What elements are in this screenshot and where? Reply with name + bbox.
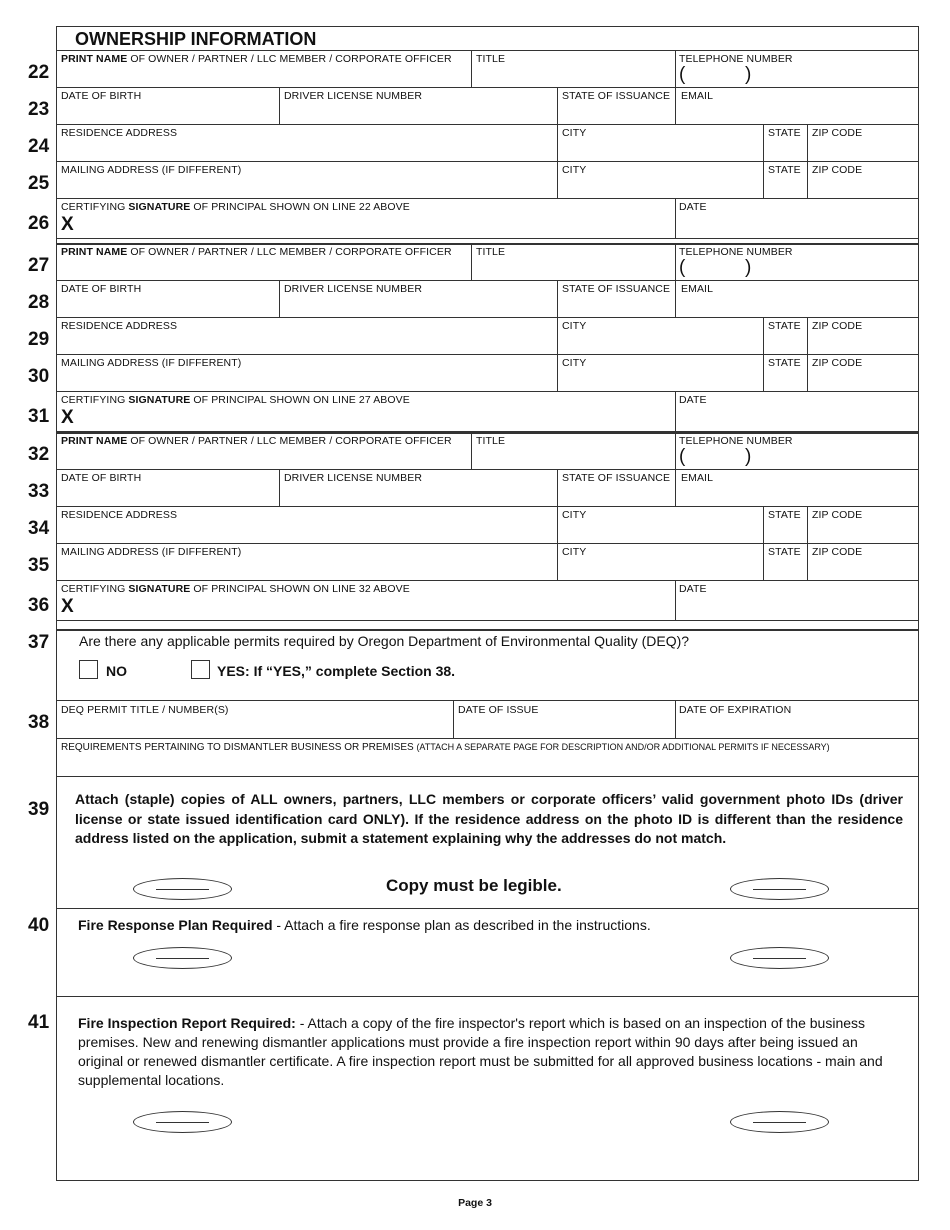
- line-number-24: 24: [28, 136, 50, 157]
- divider: [763, 124, 764, 161]
- email-label: EMAIL: [681, 472, 714, 484]
- certifying-signature-label: CERTIFYING SIGNATURE OF PRINCIPAL SHOWN ON LINE 32 ABOVE: [61, 583, 410, 595]
- divider: [807, 317, 808, 354]
- divider: [56, 776, 919, 777]
- telephone-label: TELEPHONE NUMBER: [679, 246, 793, 258]
- title-label: TITLE: [476, 246, 506, 258]
- divider: [763, 506, 764, 543]
- divider: [279, 87, 280, 124]
- line-number-32: 32: [28, 444, 50, 465]
- divider: [763, 543, 764, 580]
- yes-label: YES: If “YES,” complete Section 38.: [217, 663, 456, 679]
- divider: [471, 243, 472, 280]
- date-of-birth-label: DATE OF BIRTH: [61, 472, 142, 484]
- phone-open-paren: (: [679, 446, 686, 467]
- line-number-25: 25: [28, 173, 50, 194]
- divider: [557, 161, 558, 198]
- divider: [675, 50, 676, 87]
- print-name-label: PRINT NAME OF OWNER / PARTNER / LLC MEMBER / CORPORATE OFFICER: [61, 53, 452, 65]
- divider: [807, 161, 808, 198]
- divider: [453, 700, 454, 738]
- mailing-address-label: MAILING ADDRESS (IF DIFFERENT): [61, 546, 242, 558]
- line-number-34: 34: [28, 518, 50, 539]
- divider: [56, 469, 919, 470]
- no-checkbox[interactable]: [79, 660, 98, 679]
- no-label: NO: [106, 663, 127, 679]
- line-number-35: 35: [28, 555, 50, 576]
- phone-close-paren: ): [745, 446, 752, 467]
- state-of-issuance-label: STATE OF ISSUANCE: [562, 90, 671, 102]
- divider: [675, 198, 676, 238]
- divider: [279, 280, 280, 317]
- telephone-label: TELEPHONE NUMBER: [679, 53, 793, 65]
- driver-license-label: DRIVER LICENSE NUMBER: [284, 283, 423, 295]
- zip-code-label: ZIP CODE: [812, 546, 863, 558]
- phone-open-paren: (: [679, 64, 686, 85]
- divider: [279, 469, 280, 506]
- city-label: CITY: [562, 357, 587, 369]
- divider: [675, 243, 676, 280]
- divider: [557, 506, 558, 543]
- divider: [675, 469, 676, 506]
- line-number-38: 38: [28, 712, 50, 733]
- divider: [675, 87, 676, 124]
- phone-close-paren: ): [745, 64, 752, 85]
- requirements-label: REQUIREMENTS PERTAINING TO DISMANTLER BUSINESS OR PREMISES (ATTACH A SEPARATE PAGE FOR DESCRIPTION AND/OR ADDITIONAL PERMITS IF NECESSARY): [61, 742, 830, 753]
- line-number-33: 33: [28, 481, 50, 502]
- line-number-22: 22: [28, 62, 50, 83]
- zip-code-label: ZIP CODE: [812, 320, 863, 332]
- state-of-issuance-label: STATE OF ISSUANCE: [562, 472, 671, 484]
- divider: [56, 124, 919, 125]
- print-name-label: PRINT NAME OF OWNER / PARTNER / LLC MEMBER / CORPORATE OFFICER: [61, 246, 452, 258]
- signature-x-mark: X: [61, 407, 74, 428]
- photo-id-instructions: Attach (staple) copies of ALL owners, partners, LLC members or corporate officers’ valid government photo IDs (driver license or state issued identification card ONLY). If the residence address on the photo ID is different than the residence address listed on the application, submit a statement explaining why the addresses do not match.: [75, 791, 903, 846]
- form-frame: [56, 26, 919, 1181]
- staple-mark-icon: [730, 947, 829, 969]
- line-number-37: 37: [28, 632, 50, 653]
- city-label: CITY: [562, 127, 587, 139]
- mailing-address-label: MAILING ADDRESS (IF DIFFERENT): [61, 357, 242, 369]
- yes-checkbox[interactable]: [191, 660, 210, 679]
- staple-mark-icon: [133, 1111, 232, 1133]
- divider: [56, 506, 919, 507]
- state-label: STATE: [768, 164, 801, 176]
- date-of-birth-label: DATE OF BIRTH: [61, 283, 142, 295]
- line-number-27: 27: [28, 255, 50, 276]
- date-of-expiration-label: DATE OF EXPIRATION: [679, 704, 792, 716]
- state-of-issuance-label: STATE OF ISSUANCE: [562, 283, 671, 295]
- divider: [56, 620, 919, 621]
- divider: [763, 161, 764, 198]
- line-number-29: 29: [28, 329, 50, 350]
- signature-x-mark: X: [61, 214, 74, 235]
- fire-inspection-report-text: Fire Inspection Report Required: - Attach a copy of the fire inspector's report which is based on an inspection of the business premises. New and renewing dismantler applications must provide a fire inspection report within 90 days after being issued an original or renewed dismantler certificate. A fire inspection report must be submitted for all approved business locations - main and supplemental locations.: [78, 1015, 883, 1088]
- divider: [471, 50, 472, 87]
- staple-mark-icon: [133, 878, 232, 900]
- line-number-23: 23: [28, 99, 50, 120]
- divider: [557, 124, 558, 161]
- email-label: EMAIL: [681, 90, 714, 102]
- phone-open-paren: (: [679, 257, 686, 278]
- line-number-39: 39: [28, 799, 50, 820]
- staple-mark-icon: [730, 1111, 829, 1133]
- residence-address-label: RESIDENCE ADDRESS: [61, 509, 178, 521]
- divider: [56, 198, 919, 199]
- divider: [807, 354, 808, 391]
- state-label: STATE: [768, 509, 801, 521]
- city-label: CITY: [562, 164, 587, 176]
- divider: [471, 432, 472, 469]
- state-label: STATE: [768, 127, 801, 139]
- certifying-signature-label: CERTIFYING SIGNATURE OF PRINCIPAL SHOWN ON LINE 22 ABOVE: [61, 201, 410, 213]
- divider: [56, 580, 919, 581]
- line-number-41: 41: [28, 1012, 50, 1033]
- divider: [56, 629, 919, 631]
- deq-question: Are there any applicable permits required by Oregon Department of Environmental Quality (DEQ)?: [79, 633, 690, 649]
- date-label: DATE: [679, 201, 707, 213]
- zip-code-label: ZIP CODE: [812, 164, 863, 176]
- divider: [557, 354, 558, 391]
- divider: [763, 317, 764, 354]
- print-name-label: PRINT NAME OF OWNER / PARTNER / LLC MEMBER / CORPORATE OFFICER: [61, 435, 452, 447]
- zip-code-label: ZIP CODE: [812, 127, 863, 139]
- date-of-birth-label: DATE OF BIRTH: [61, 90, 142, 102]
- divider: [56, 50, 919, 51]
- divider: [56, 280, 919, 281]
- mailing-address-label: MAILING ADDRESS (IF DIFFERENT): [61, 164, 242, 176]
- divider: [56, 543, 919, 544]
- divider: [56, 317, 919, 318]
- city-label: CITY: [562, 509, 587, 521]
- line-number-40: 40: [28, 915, 50, 936]
- zip-code-label: ZIP CODE: [812, 509, 863, 521]
- section-title: OWNERSHIP INFORMATION: [75, 29, 317, 49]
- residence-address-label: RESIDENCE ADDRESS: [61, 127, 178, 139]
- divider: [807, 543, 808, 580]
- line-number-31: 31: [28, 406, 50, 427]
- date-label: DATE: [679, 394, 707, 406]
- divider: [557, 280, 558, 317]
- title-label: TITLE: [476, 53, 506, 65]
- divider: [675, 700, 676, 738]
- divider: [557, 317, 558, 354]
- divider: [56, 238, 919, 239]
- state-label: STATE: [768, 357, 801, 369]
- divider: [675, 432, 676, 469]
- deq-permit-title-label: DEQ PERMIT TITLE / NUMBER(S): [61, 704, 229, 716]
- page-number: Page 3: [458, 1197, 492, 1209]
- fire-response-plan-text: Fire Response Plan Required - Attach a fire response plan as described in the instructions.: [78, 917, 651, 933]
- divider: [675, 391, 676, 431]
- legibility-note: Copy must be legible.: [386, 876, 562, 895]
- staple-mark-icon: [730, 878, 829, 900]
- certifying-signature-label: CERTIFYING SIGNATURE OF PRINCIPAL SHOWN ON LINE 27 ABOVE: [61, 394, 410, 406]
- telephone-label: TELEPHONE NUMBER: [679, 435, 793, 447]
- phone-close-paren: ): [745, 257, 752, 278]
- city-label: CITY: [562, 320, 587, 332]
- divider: [56, 996, 919, 997]
- date-label: DATE: [679, 583, 707, 595]
- date-of-issue-label: DATE OF ISSUE: [458, 704, 539, 716]
- driver-license-label: DRIVER LICENSE NUMBER: [284, 472, 423, 484]
- divider: [56, 243, 919, 245]
- divider: [56, 908, 919, 909]
- line-number-26: 26: [28, 213, 50, 234]
- divider: [557, 543, 558, 580]
- staple-mark-icon: [133, 947, 232, 969]
- email-label: EMAIL: [681, 283, 714, 295]
- divider: [557, 87, 558, 124]
- divider: [56, 354, 919, 355]
- divider: [56, 161, 919, 162]
- divider: [807, 506, 808, 543]
- city-label: CITY: [562, 546, 587, 558]
- divider: [557, 469, 558, 506]
- zip-code-label: ZIP CODE: [812, 357, 863, 369]
- divider: [807, 124, 808, 161]
- state-label: STATE: [768, 320, 801, 332]
- line-number-28: 28: [28, 292, 50, 313]
- divider: [763, 354, 764, 391]
- residence-address-label: RESIDENCE ADDRESS: [61, 320, 178, 332]
- divider: [56, 738, 919, 739]
- line-number-30: 30: [28, 366, 50, 387]
- signature-x-mark: X: [61, 596, 74, 617]
- title-label: TITLE: [476, 435, 506, 447]
- divider: [675, 280, 676, 317]
- line-number-36: 36: [28, 595, 50, 616]
- divider: [56, 700, 919, 701]
- divider: [675, 580, 676, 620]
- divider: [56, 432, 919, 434]
- state-label: STATE: [768, 546, 801, 558]
- driver-license-label: DRIVER LICENSE NUMBER: [284, 90, 423, 102]
- divider: [56, 87, 919, 88]
- divider: [56, 391, 919, 392]
